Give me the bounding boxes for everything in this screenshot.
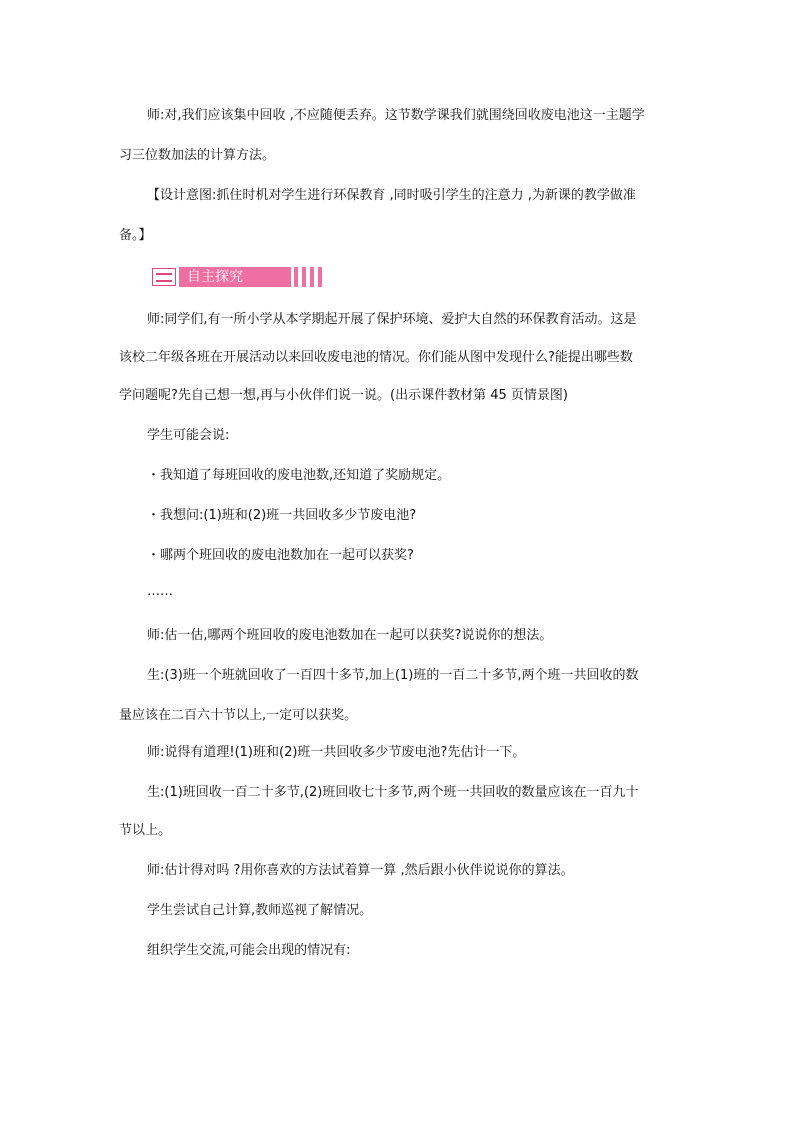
paragraph-teacher-estimate: 师:估一估,哪两个班回收的废电池数加在一起可以获奖?说说你的想法。 bbox=[147, 628, 553, 643]
paragraph-teacher-intro-line2: 习三位数加法的计算方法。 bbox=[119, 148, 276, 163]
paragraph-teacher-context-line3: 学问题呢?先自己想一想,再与小伙伴们说一说。(出示课件教材第 45 页情景图) bbox=[119, 388, 568, 403]
bullet-item-2: ・我想问:(1)班和(2)班一共回收多少节废电池? bbox=[147, 508, 417, 523]
section-header bbox=[152, 267, 332, 287]
paragraph-student-answer1-line1: 生:(3)班一个班就回收了一百四十多节,加上(1)班的一百二十多节,两个班一共回收的数 bbox=[147, 668, 639, 683]
design-intent-line2: 备。】 bbox=[119, 228, 152, 243]
paragraph-student-answer2-line1: 生:(1)班回收一百二十多节,(2)班回收七十多节,两个班一共回收的数量应该在一百九十 bbox=[147, 785, 639, 800]
paragraph-teacher-try-calc: 师:估计得对吗 ?用你喜欢的方法试着算一算 ,然后跟小伙伴说说你的算法。 bbox=[147, 863, 574, 878]
paragraph-teacher-reasonable: 师:说得有道理!(1)班和(2)班一共回收多少节废电池?先估计一下。 bbox=[147, 745, 526, 760]
paragraph-teacher-context-line2: 该校二年级各班在开展活动以来回收废电池的情况。你们能从图中发现什么?能提出哪些数 bbox=[119, 350, 633, 365]
paragraph-student-attempt: 学生尝试自己计算,教师巡视了解情况。 bbox=[147, 903, 373, 918]
section-number-icon bbox=[152, 268, 176, 286]
paragraph-teacher-context-line1: 师:同学们,有一所小学从本学期起开展了保护环境、爱护大自然的环保教育活动。这是 bbox=[147, 312, 637, 327]
paragraph-student-answer2-line2: 节以上。 bbox=[119, 823, 172, 838]
ellipsis: …… bbox=[147, 584, 173, 599]
paragraph-student-answer1-line2: 量应该在二百六十节以上,一定可以获奖。 bbox=[119, 708, 358, 723]
paragraph-teacher-intro-line1: 师:对,我们应该集中回收 ,不应随便丢弃。这节数学课我们就围绕回收废电池这一主题学 bbox=[147, 108, 645, 123]
bullet-item-3: ・哪两个班回收的废电池数加在一起可以获奖? bbox=[147, 548, 414, 563]
section-stripes-decoration bbox=[294, 267, 326, 287]
design-intent-line1: 【设计意图:抓住时机对学生进行环保教育 ,同时吸引学生的注意力 ,为新课的教学做准 bbox=[147, 188, 636, 203]
paragraph-organize-exchange: 组织学生交流,可能会出现的情况有: bbox=[147, 943, 351, 958]
bullet-item-1: ・我知道了每班回收的废电池数,还知道了奖励规定。 bbox=[147, 468, 451, 483]
section-title: 自主探究 bbox=[179, 267, 291, 287]
paragraph-students-may-say: 学生可能会说: bbox=[147, 428, 230, 443]
